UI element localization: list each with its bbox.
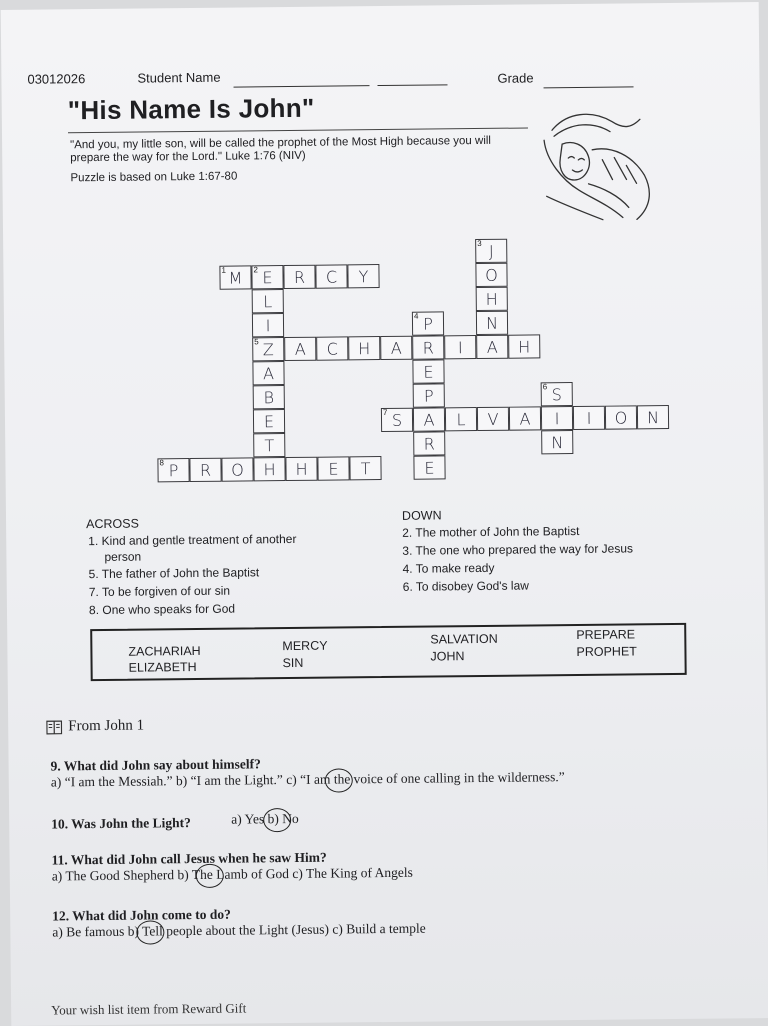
clue-number: 4 — [414, 312, 419, 321]
down-clue: 4. To make ready — [403, 561, 495, 576]
cell-letter: H — [295, 459, 307, 478]
crossword-cell — [252, 337, 284, 361]
crossword-cell — [253, 385, 285, 409]
crossword-cell — [637, 405, 669, 429]
answer-choices: a) The Good Shepherd b) The Lamb of God c) The King of Angels — [52, 865, 413, 885]
cell-letter: B — [263, 388, 274, 407]
across-clue: person — [104, 550, 141, 564]
cell-letter: J — [489, 241, 494, 260]
crossword-cell — [253, 433, 285, 457]
word-bank-word: JOHN — [430, 649, 464, 663]
answer-choices: a) Yes b) No — [231, 811, 299, 828]
answer-circle — [196, 864, 224, 888]
crossword-cell — [380, 336, 412, 360]
cell-letter: O — [615, 408, 628, 427]
scripture-verse: "And you, my little son, will be called the prophet of the Most High because you will prepare the way for the Lord." Luke 1:76 (NIV) — [70, 134, 530, 165]
crossword-cell — [219, 265, 251, 289]
crossword-cell — [475, 239, 507, 263]
clue-number: 5 — [254, 337, 259, 346]
cell-letter: R — [200, 460, 211, 479]
crossword-cell — [252, 289, 284, 313]
crossword-cell — [605, 405, 637, 429]
word-bank-word: PROPHET — [576, 644, 637, 659]
footer-note: Your wish list item from Reward Gift — [51, 1000, 246, 1018]
cell-letter: R — [423, 338, 434, 357]
cell-letter: R — [424, 434, 435, 453]
crossword-cell — [252, 313, 284, 337]
crossword-cell — [444, 335, 476, 359]
cell-letter: P — [424, 386, 434, 405]
baby-john-illustration — [532, 99, 663, 230]
cell-letter: H — [486, 289, 498, 308]
down-clue: 2. The mother of John the Baptist — [402, 524, 579, 540]
question-text: 9. What did John say about himself? — [51, 756, 261, 774]
cell-letter: H — [518, 337, 530, 356]
cell-letter: O — [231, 460, 244, 479]
word-bank-word: SALVATION — [430, 632, 498, 647]
clue-number: 2 — [253, 265, 258, 274]
question-text: 12. What did John come to do? — [52, 907, 231, 925]
cell-letter: I — [587, 408, 592, 427]
cell-letter: L — [456, 410, 465, 429]
student-name-blank — [234, 84, 370, 87]
crossword-cell — [509, 406, 541, 430]
crossword-cell — [541, 406, 573, 430]
cell-letter: O — [485, 265, 498, 284]
answer-choices: a) “I am the Messiah.” b) “I am the Light.” c) “I am the voice of one calling in the wilderness.” — [51, 769, 565, 790]
cell-letter: R — [294, 267, 305, 286]
clue-number: 8 — [159, 458, 164, 467]
crossword-cell — [573, 406, 605, 430]
cell-letter: A — [263, 364, 274, 383]
cell-letter: T — [361, 459, 371, 478]
crossword-cell — [316, 336, 348, 360]
word-bank-word: PREPARE — [576, 627, 635, 642]
clue-number: 7 — [383, 408, 388, 417]
answer-circle — [136, 920, 164, 944]
cell-letter: Z — [263, 340, 274, 359]
crossword-cell — [348, 336, 380, 360]
worksheet-page — [1, 2, 768, 1026]
student-name-blank-2 — [377, 83, 447, 86]
answer-choices: a) Be famous b) Tell people about the Light (Jesus) c) Build a temple — [52, 921, 425, 941]
cell-letter: E — [424, 458, 434, 477]
clue-number: 1 — [221, 266, 226, 275]
section-heading: From John 1 — [68, 718, 144, 736]
cell-letter: A — [423, 410, 434, 429]
cell-letter: A — [295, 339, 306, 358]
crossword-cell — [253, 457, 285, 481]
crossword-cell — [252, 361, 284, 385]
across-clue: 7. To be forgiven of our sin — [89, 584, 230, 599]
cell-letter: E — [328, 459, 338, 478]
crossword-cell — [221, 457, 253, 481]
cell-letter: A — [391, 338, 402, 357]
answer-circle — [325, 768, 353, 792]
cell-letter: Y — [359, 267, 369, 286]
crossword-cell — [283, 265, 315, 289]
cell-letter: N — [486, 313, 498, 332]
crossword-cell — [541, 430, 573, 454]
cell-letter: P — [423, 314, 433, 333]
crossword-cell — [476, 335, 508, 359]
cell-letter: A — [487, 337, 498, 356]
cell-letter: E — [423, 362, 433, 381]
down-clue: 3. The one who prepared the way for Jesus — [402, 541, 633, 557]
across-heading: ACROSS — [86, 517, 139, 532]
word-bank-word: ELIZABETH — [129, 660, 197, 675]
cell-letter: H — [358, 339, 370, 358]
cell-letter: N — [647, 408, 659, 427]
crossword-cell — [251, 265, 283, 289]
across-clue: 8. One who speaks for God — [89, 602, 235, 618]
word-bank-word: MERCY — [282, 639, 327, 653]
crossword-cell — [412, 311, 444, 335]
cell-letter: M — [229, 268, 243, 287]
crossword-cell — [285, 457, 317, 481]
student-name-label: Student Name — [137, 70, 220, 86]
crossword-cell — [412, 359, 444, 383]
crossword-cell — [541, 382, 573, 406]
clue-number: 6 — [543, 382, 548, 391]
worksheet-title: "His Name Is John" — [68, 93, 315, 127]
crossword-cell — [413, 407, 445, 431]
cell-letter: I — [555, 409, 560, 428]
crossword-cell — [349, 456, 381, 480]
cell-letter: S — [392, 410, 402, 429]
across-clue: 1. Kind and gentle treatment of another — [88, 532, 296, 548]
crossword-cell — [413, 455, 445, 479]
crossword-cell — [476, 287, 508, 311]
crossword-cell — [413, 383, 445, 407]
cell-letter: I — [458, 338, 463, 357]
crossword-cell — [317, 456, 349, 480]
down-clue: 6. To disobey God's law — [403, 578, 529, 593]
title-rule — [68, 127, 528, 133]
answer-circle — [263, 808, 291, 832]
crossword-cell — [445, 407, 477, 431]
cell-letter: C — [326, 267, 337, 286]
grade-blank — [544, 85, 634, 88]
word-bank-word: ZACHARIAH — [128, 644, 200, 659]
book-icon — [46, 720, 62, 734]
crossword-cell — [253, 409, 285, 433]
cell-letter: E — [264, 412, 274, 431]
crossword-cell — [381, 408, 413, 432]
across-clue: 5. The father of John the Baptist — [89, 565, 260, 581]
word-bank-word: SIN — [282, 656, 303, 670]
crossword-cell — [189, 458, 221, 482]
cell-letter: N — [551, 433, 563, 452]
cell-letter: L — [263, 292, 272, 311]
cell-letter: I — [266, 316, 271, 335]
grade-label: Grade — [497, 70, 533, 85]
cell-letter: V — [487, 409, 498, 428]
cell-letter: P — [169, 461, 179, 480]
crossword-cell — [413, 431, 445, 455]
crossword-cell — [476, 311, 508, 335]
word-bank — [90, 623, 687, 681]
cell-letter: A — [519, 409, 530, 428]
question-text: 10. Was John the Light? — [51, 815, 191, 832]
cell-letter: H — [263, 460, 275, 479]
crossword-cell — [412, 335, 444, 359]
cell-letter: T — [264, 436, 274, 455]
clue-number: 3 — [477, 239, 482, 248]
cell-letter: C — [327, 339, 338, 358]
question-text: 11. What did John call Jesus when he saw Him? — [52, 850, 327, 869]
down-heading: DOWN — [402, 508, 442, 522]
crossword-cell — [508, 334, 540, 358]
document-id: 03012026 — [27, 71, 85, 87]
cell-letter: E — [262, 268, 272, 287]
crossword-cell — [475, 263, 507, 287]
crossword-cell — [315, 264, 347, 288]
crossword-cell — [284, 337, 316, 361]
crossword-cell — [477, 407, 509, 431]
puzzle-source-note: Puzzle is based on Luke 1:67-80 — [70, 171, 237, 185]
cell-letter: S — [552, 385, 562, 404]
crossword-cell — [157, 458, 189, 482]
crossword-cell — [347, 264, 379, 288]
